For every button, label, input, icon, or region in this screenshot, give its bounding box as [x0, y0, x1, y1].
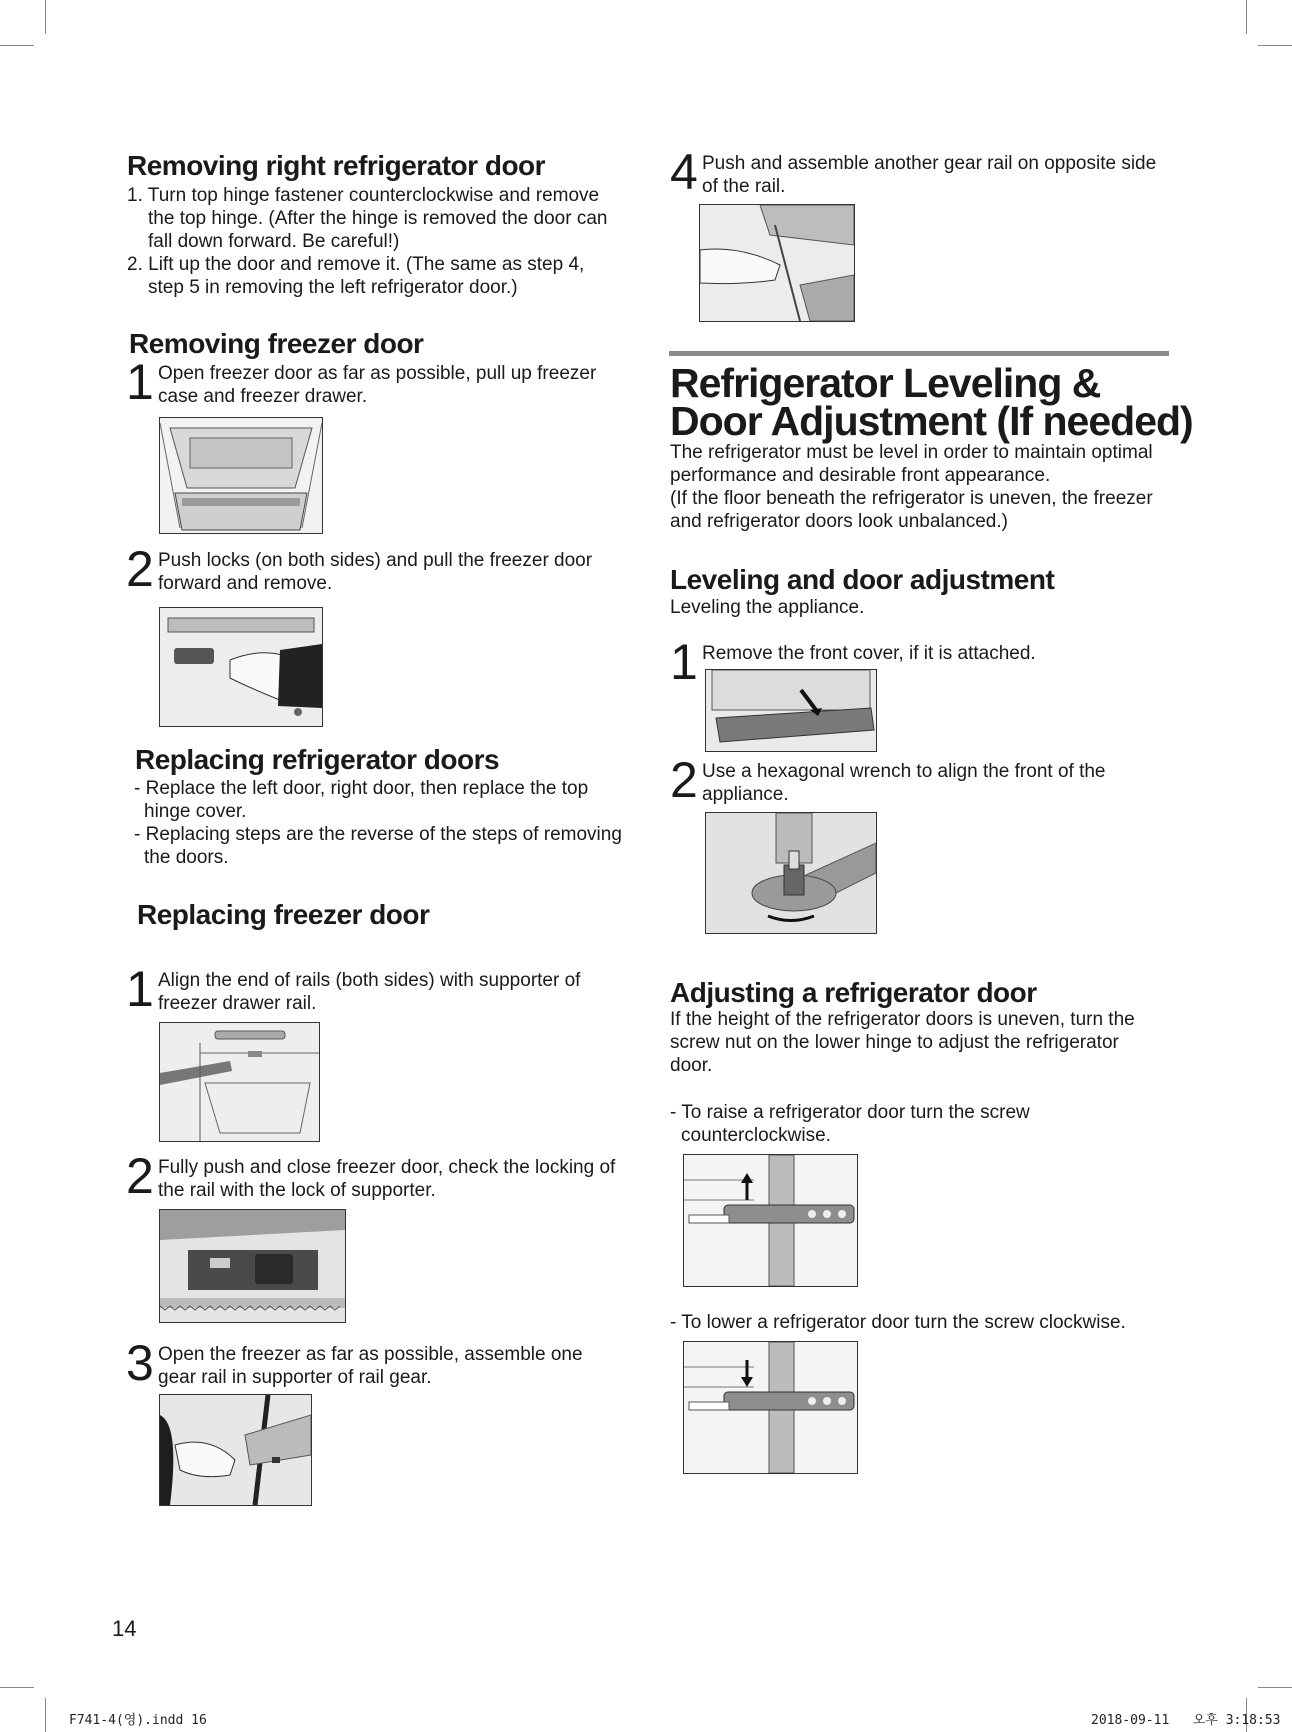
- hexagonal-wrench-illustration: [705, 812, 877, 934]
- step-number: 1: [126, 961, 152, 1017]
- crop-mark: [1258, 1687, 1292, 1688]
- step-number: 1: [670, 634, 696, 690]
- gear-rail-assembly-illustration: [159, 1394, 312, 1506]
- lower-door-hinge-illustration: [683, 1341, 858, 1474]
- step: 3 Open the freezer as far as possible, assemble one gear rail in supporter of rail gear.: [126, 1335, 583, 1391]
- leveling-subtitle: Leveling the appliance.: [670, 597, 865, 618]
- bullet-item: - Replacing steps are the reverse of the steps of removing the doors.: [134, 824, 622, 868]
- numbered-item: 1. Turn top hinge fastener counterclockwise and remove the top hinge. (After the hinge is removed the door can fall down forward. Be careful!): [127, 185, 608, 252]
- adjust-door-paragraph: If the height of the refrigerator doors is uneven, turn the screw nut on the lower hinge to adjust the refrigerator door.: [670, 1009, 1135, 1076]
- freezer-drawer-illustration: [159, 417, 323, 534]
- section-title-removing-right-door: Removing right refrigerator door: [127, 150, 546, 181]
- rail-lock-illustration: [159, 1209, 346, 1323]
- section-title-replacing-freezer-door: Replacing freezer door: [137, 899, 430, 930]
- step-number: 4: [670, 144, 696, 200]
- step-number: 3: [126, 1335, 152, 1391]
- bullet-item: - Replace the left door, right door, then replace the top hinge cover.: [134, 778, 589, 822]
- step-number: 2: [670, 752, 696, 808]
- step: 4 Push and assemble another gear rail on opposite side of the rail.: [670, 144, 1157, 200]
- footer-file-slug: F741-4(영).indd 16: [69, 1713, 207, 1728]
- step-number: 1: [126, 354, 152, 410]
- footer-datetime-slug: 2018-09-11 오후 3:18:53: [1091, 1713, 1281, 1728]
- section-title-adjusting-door: Adjusting a refrigerator door: [670, 977, 1037, 1008]
- lower-door-instruction: - To lower a refrigerator door turn the screw clockwise.: [670, 1312, 1126, 1333]
- page-number: 14: [112, 1616, 137, 1641]
- numbered-item: 2. Lift up the door and remove it. (The same as step 4, step 5 in removing the left refrigerator door.): [127, 254, 585, 298]
- rail-alignment-illustration: [159, 1022, 320, 1142]
- step: 1 Open freezer door as far as possible, pull up freezer case and freezer drawer.: [126, 354, 597, 410]
- step: 2 Use a hexagonal wrench to align the front of the appliance.: [670, 752, 1106, 808]
- front-cover-illustration: [705, 669, 877, 752]
- step-number: 2: [126, 1148, 152, 1204]
- step: 2 Fully push and close freezer door, check the locking of the rail with the lock of supporter.: [126, 1148, 616, 1204]
- opposite-gear-rail-illustration: [699, 204, 855, 322]
- crop-mark: [0, 1687, 34, 1688]
- section-title-replacing-doors: Replacing refrigerator doors: [135, 744, 500, 775]
- raise-door-hinge-illustration: [683, 1154, 858, 1287]
- freezer-lock-illustration: [159, 607, 323, 727]
- raise-door-instruction: - To raise a refrigerator door turn the screw counterclockwise.: [670, 1102, 1030, 1146]
- crop-mark: [45, 0, 46, 34]
- step-number: 2: [126, 541, 152, 597]
- crop-mark: [1246, 0, 1247, 34]
- section-divider: [669, 351, 1169, 356]
- crop-mark: [1258, 45, 1292, 46]
- main-heading: Refrigerator Leveling & Door Adjustment (If needed): [670, 360, 1193, 444]
- step: 1 Align the end of rails (both sides) with supporter of freezer drawer rail.: [126, 961, 581, 1017]
- crop-mark: [0, 45, 34, 46]
- step: 2 Push locks (on both sides) and pull the freezer door forward and remove.: [126, 541, 593, 597]
- section-title-removing-freezer-door: Removing freezer door: [129, 328, 424, 359]
- section-title-leveling: Leveling and door adjustment: [670, 564, 1055, 595]
- crop-mark: [45, 1698, 46, 1732]
- step: 1 Remove the front cover, if it is attached.: [670, 634, 1036, 690]
- intro-paragraph: The refrigerator must be level in order to maintain optimal performance and desirable front appearance. (If the floor beneath the refrigerator is uneven, the freezer and refrigerator doors look unbalanced.): [670, 442, 1153, 532]
